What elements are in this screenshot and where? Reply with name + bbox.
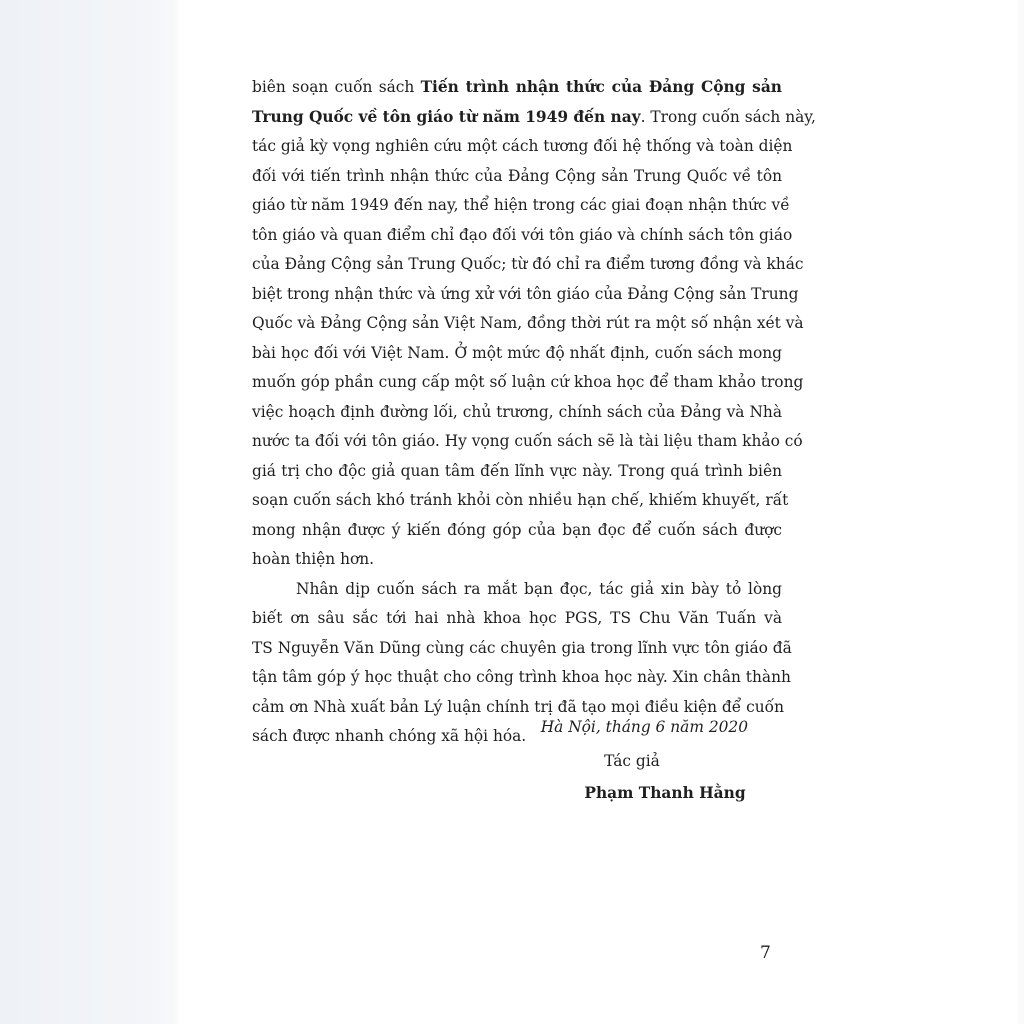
signoff-date: Hà Nội, tháng 6 năm 2020 (540, 718, 748, 736)
body-text (252, 73, 816, 752)
text-line: soạn cuốn sách khó tránh khỏi còn nhiều hạn chế, khiếm khuyết, rất (252, 491, 789, 509)
text-line: Quốc và Đảng Cộng sản Việt Nam, đồng thời rút ra một số nhận xét và (252, 314, 804, 332)
text-line: hoàn thiện hơn. (252, 550, 375, 568)
text-line: giá trị cho độc giả quan tâm đến lĩnh vực này. Trong quá trình biên (252, 461, 782, 480)
text-line: sách được nhanh chóng xã hội hóa. (252, 727, 527, 745)
text-line: bài học đối với Việt Nam. Ở một mức độ nhất định, cuốn sách mong (252, 343, 782, 362)
author-name: Phạm Thanh Hằng (584, 784, 746, 802)
text-line: tận tâm góp ý học thuật cho công trình khoa học này. Xin chân thành (252, 668, 791, 686)
text-line: tôn giáo và quan điểm chỉ đạo đối với tôn giáo và chính sách tôn giáo (252, 225, 793, 244)
text-line: mong nhận được ý kiến đóng góp của bạn đọc để cuốn sách được (252, 520, 782, 539)
page-shadow-left (0, 0, 180, 1024)
text-line: tác giả kỳ vọng nghiên cứu một cách tương đối hệ thống và toàn diện (252, 137, 793, 155)
text-line: TS Nguyễn Văn Dũng cùng các chuyên gia trong lĩnh vực tôn giáo đã (252, 638, 792, 657)
page-edge-right (1018, 0, 1024, 1024)
text-line: đối với tiến trình nhận thức của Đảng Cộng sản Trung Quốc về tôn (252, 166, 782, 185)
page-number: 7 (760, 943, 771, 963)
text-line: Nhân dịp cuốn sách ra mắt bạn đọc, tác giả xin bày tỏ lòng (296, 579, 782, 598)
text-line: nước ta đối với tôn giáo. Hy vọng cuốn sách sẽ là tài liệu tham khảo có (252, 432, 803, 450)
text-line: biên soạn cuốn sách Tiến trình nhận thức của Đảng Cộng sản (252, 78, 782, 96)
text-line: muốn góp phần cung cấp một số luận cứ khoa học để tham khảo trong (252, 373, 804, 391)
paragraph-1 (252, 73, 816, 575)
signoff-role: Tác giả (604, 752, 660, 770)
text-line: biệt trong nhận thức và ứng xử với tôn giáo của Đảng Cộng sản Trung (252, 284, 799, 303)
text-line: Trung Quốc về tôn giáo từ năm 1949 đến nay. Trong cuốn sách này, (252, 107, 816, 126)
text-line: biết ơn sâu sắc tới hai nhà khoa học PGS, TS Chu Văn Tuấn và (252, 609, 782, 627)
text-line: giáo từ năm 1949 đến nay, thể hiện trong các giai đoạn nhận thức về (252, 196, 790, 214)
text-line: cảm ơn Nhà xuất bản Lý luận chính trị đã tạo mọi điều kiện để cuốn (252, 697, 785, 716)
text-line: của Đảng Cộng sản Trung Quốc; từ đó chỉ ra điểm tương đồng và khác (252, 255, 804, 273)
book-title-bold: Trung Quốc về tôn giáo từ năm 1949 đến nay (252, 107, 641, 126)
text-line: việc hoạch định đường lối, chủ trương, chính sách của Đảng và Nhà (252, 402, 782, 421)
book-title-bold: Tiến trình nhận thức của Đảng Cộng sản (420, 78, 782, 96)
